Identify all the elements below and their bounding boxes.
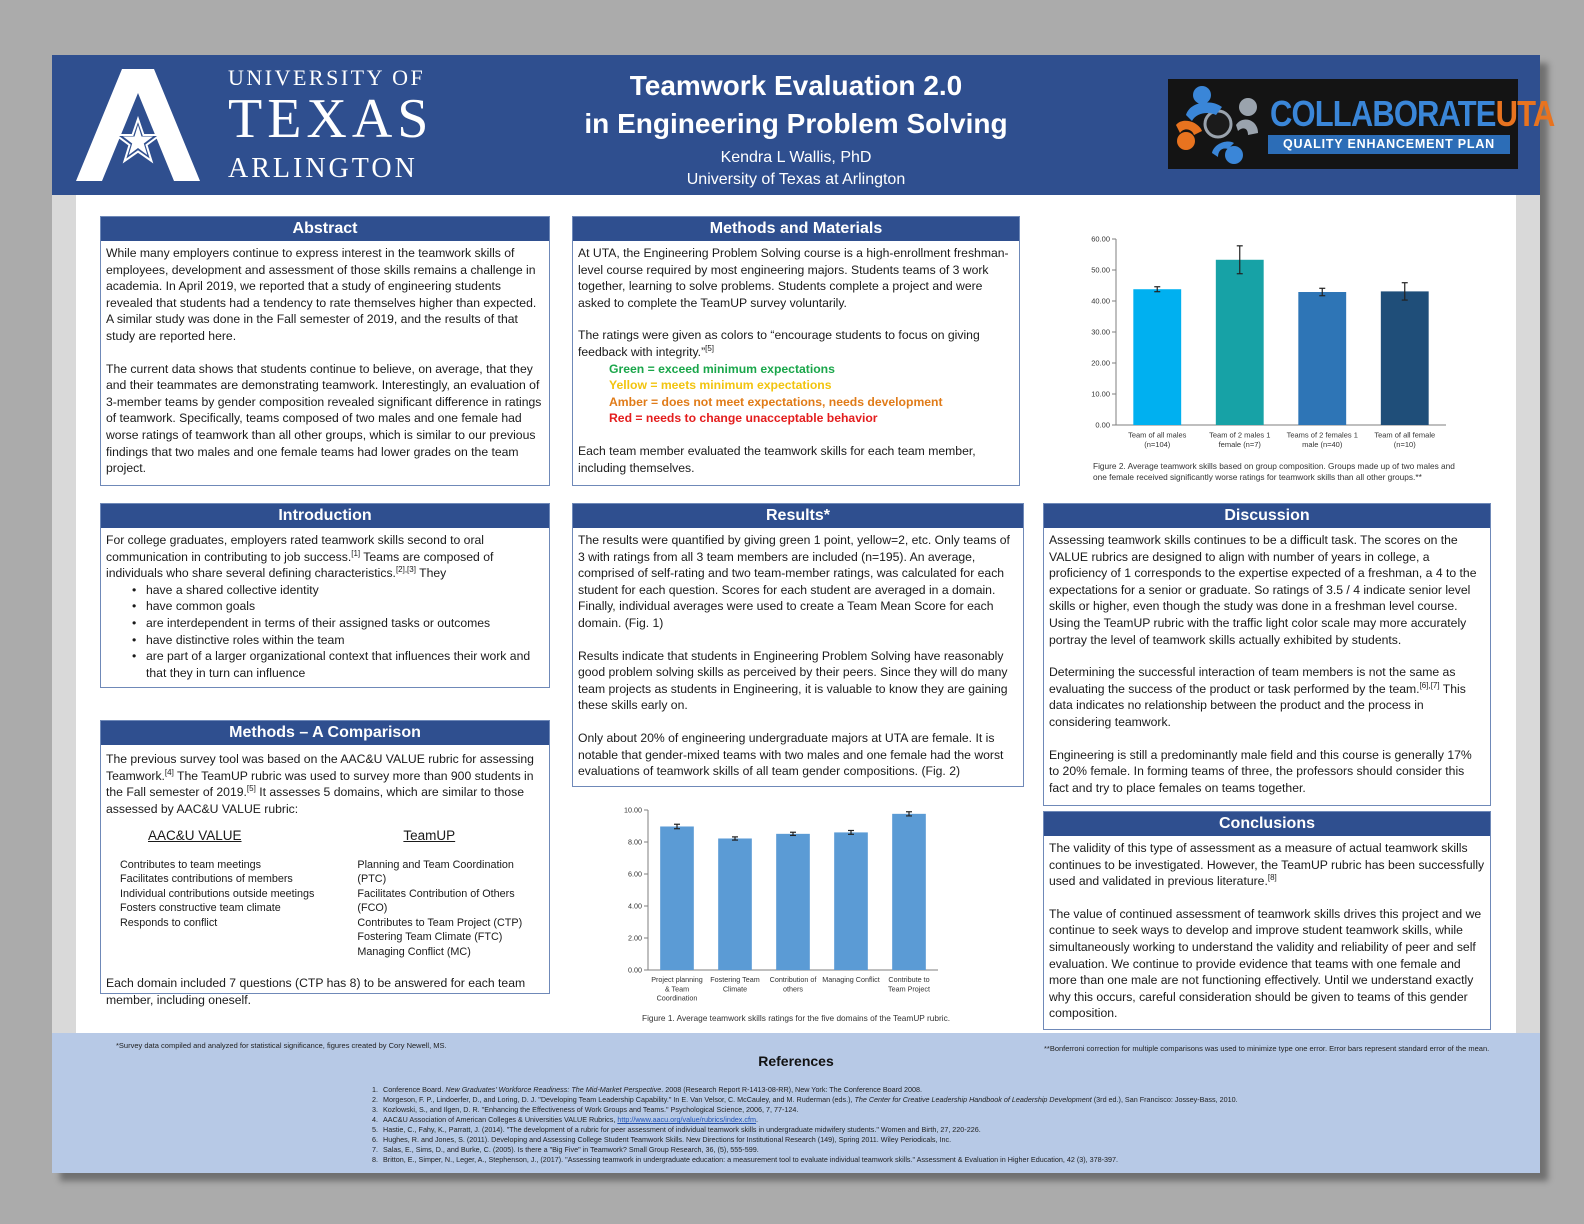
conclusions-heading: Conclusions (1044, 812, 1490, 836)
reference-number: 7. (372, 1145, 378, 1154)
rubric-item: Planning and Team Coordination (PTC) (357, 858, 514, 886)
survey-footnote: *Survey data compiled and analyzed for statistical significance, figures created by Cory Newell, MS. (116, 1041, 447, 1050)
reference-item (372, 1085, 1352, 1095)
reference-number: 2. (372, 1095, 378, 1104)
y-tick-label: 40.00 (1091, 296, 1110, 306)
bar (834, 832, 868, 970)
x-tick-label: & Team (664, 984, 690, 994)
reference-item (372, 1135, 1352, 1145)
x-tick-label: Fostering Team (710, 975, 760, 985)
reference-text: Hughes, R. and Jones, S. (2011). Developing and Assessing College Student Teamwork Skills. New Directions for Institutional Research (149), Spring 2011. Wiley Periodicals, Inc. (383, 1135, 952, 1144)
references-list (372, 1085, 1352, 1165)
bar (892, 814, 926, 970)
collaborate-people-icon (1172, 81, 1264, 167)
reference-number: 5. (372, 1125, 378, 1134)
rubric-item: Responds to conflict (120, 916, 218, 929)
methods-comparison-panel (100, 720, 550, 1007)
y-tick-label: 4.00 (628, 901, 642, 911)
methods-comparison-heading: Methods – A Comparison (101, 721, 549, 745)
reference-number: 4. (372, 1115, 378, 1124)
results-paragraph-2: Results indicate that students in Engineering Problem Solving have reasonably good problem solving skills as perceived by their peers. Since they will do many team projects as students in Engineering, it is valuable to know they are gaining these skills early on. (578, 648, 1008, 713)
reference-item (372, 1095, 1352, 1105)
discussion-panel (1043, 503, 1491, 806)
collaborate-uta-logo (1168, 79, 1555, 169)
rubric-comparison (106, 829, 544, 959)
poster-title-line-2: in Engineering Problem Solving (584, 108, 1008, 139)
reference-link[interactable]: http://www.aacu.org/value/rubrics/index.cfm (617, 1115, 756, 1124)
references-heading: References (758, 1053, 834, 1069)
figure-1-chart (612, 800, 942, 1010)
discussion-text-b: This data indicates no relationship between the product and the process in considering teamwork. (1049, 681, 1466, 729)
methods-materials-panel (572, 216, 1020, 486)
y-tick-label: 8.00 (628, 837, 642, 847)
bar (718, 838, 752, 970)
collaborate-uta-word: UTA (1495, 93, 1555, 134)
poster-title-line-1: Teamwork Evaluation 2.0 (629, 70, 963, 101)
abstract-heading: Abstract (101, 217, 549, 241)
x-tick-label: (n=10) (1393, 440, 1416, 449)
rubric-item: Contributes to Team Project (CTP) (357, 916, 523, 929)
methods-comparison-paragraph (106, 751, 544, 817)
citation: [1] (351, 548, 361, 558)
y-tick-label: 30.00 (1091, 327, 1110, 337)
reference-item (372, 1115, 1352, 1125)
reference-text: Conference Board. New Graduates' Workforce Readiness: The Mid-Market Perspective. 2008 (Research Report R-1413-08-RR), New York: The Conference Board 2008. (383, 1085, 922, 1094)
methods-comparison-paragraph-2: Each domain included 7 questions (CTP has 8) to be answered for each team member, including oneself. (106, 976, 526, 1007)
figure-2-caption (1093, 461, 1493, 483)
conclusions-paragraph-2: The value of continued assessment of teamwork skills drives this project and we continue to seek ways to develop and improve student teamwork skills, while simultaneously working to understand the validity and reliability of peer and self evaluation. We continue to provide evidence that teams with one female and more than one male are not functioning effectively. Until we understand exactly why this occurs, careful consideration should be given to teams of this gender composition. (1049, 906, 1482, 1021)
comparison-text-c: It assesses 5 domains, which are similar to those assessed by AAC&U VALUE rubric: (106, 785, 525, 816)
rubric-item: Fostering Team Climate (FTC) (357, 931, 503, 944)
collaborate-word: COLLABORATE (1270, 93, 1496, 134)
x-tick-label: Contribute to (888, 975, 930, 985)
y-tick-label: 50.00 (1091, 265, 1110, 275)
bar (1298, 292, 1346, 425)
y-tick-label: 10.00 (624, 805, 642, 815)
y-tick-label: 20.00 (1091, 358, 1110, 368)
figure-2-caption-line-1: Figure 2. Average teamwork skills based on group composition. Groups made up of two males and (1093, 461, 1455, 471)
x-tick-label: Coordination (656, 993, 698, 1003)
bar (776, 834, 810, 970)
citation: [5] (705, 343, 715, 353)
discussion-heading: Discussion (1044, 504, 1490, 528)
teamup-title: TeamUP (403, 828, 456, 844)
x-tick-label: Climate (722, 984, 748, 994)
x-tick-label: Team of 2 males 1 (1209, 430, 1271, 440)
x-tick-label: male (n=40) (1302, 440, 1343, 449)
x-tick-label: others (783, 984, 803, 994)
list-item: • are part of a larger organizational context that influences their work and that they in turn can influence (132, 648, 544, 681)
figure-2-chart (1052, 227, 1452, 457)
reference-number: 6. (372, 1135, 378, 1144)
rubric-item: Fosters constructive team climate (120, 902, 281, 915)
rubric-item: Managing Conflict (MC) (357, 945, 471, 958)
reference-item (372, 1125, 1352, 1135)
intro-text-b: Teams are composed of individuals who share several defining characteristics. (106, 549, 494, 581)
bar (1381, 291, 1429, 425)
references-footer (52, 1033, 1540, 1173)
results-paragraph-1: The results were quantified by giving green 1 point, yellow=2, etc. Only teams of 3 with ratings from all 3 team members are included (n=195). An average, comprised of self-rating and two team-member ratings, was calculated for each student for each question. Scores for each student are averaged in a domain. Finally, individual averages were used to create a Team Mean Score for each domain. (Fig. 1) (578, 533, 1010, 630)
conclusions-text-a: The validity of this type of assessment as a measure of actual teamwork skills continues to be investigated. However, the TeamUP rubric has been successfully used and validated in previous literature. (1049, 841, 1485, 889)
university-line-3: ARLINGTON (228, 153, 418, 184)
author-affiliation: University of Texas at Arlington (686, 171, 906, 188)
reference-text: Kozlowski, S., and Ilgen, D. R. "Enhancing the Effectiveness of Work Groups and Teams." Psychological Science, 2006, 7, 77-124. (383, 1105, 799, 1114)
list-item: • have a shared collective identity (132, 582, 544, 599)
figure-2-caption-line-2: one female received significantly worse ratings for teamwork skills than all other groups.** (1093, 472, 1422, 482)
list-item: • have distinctive roles within the team (132, 632, 544, 649)
rubric-item: Contributes to team meetings (120, 858, 262, 871)
list-item: • are interdependent in terms of their assigned tasks or outcomes (132, 615, 544, 632)
x-tick-label: Team Project (888, 984, 930, 994)
collaborate-wordmark (1270, 93, 1554, 135)
uta-a-star-logo (74, 67, 202, 183)
citation: [5] (246, 784, 256, 794)
rubric-item: Facilitates contributions of members (120, 873, 293, 886)
bonferroni-footnote: **Bonferroni correction for multiple comparisons was used to minimize type one error. Error bars represent standard error of the mean. (1044, 1044, 1490, 1053)
university-line-2: TEXAS (228, 88, 434, 150)
results-panel (572, 503, 1024, 787)
x-tick-label: Contribution of (769, 975, 817, 985)
conclusions-panel (1043, 811, 1491, 1030)
qep-banner: QUALITY ENHANCEMENT PLAN (1268, 135, 1510, 154)
rating-red: Red = needs to change unacceptable behavior (609, 411, 878, 426)
x-tick-label: Team of all female (1374, 430, 1436, 440)
x-tick-label: Teams of 2 females 1 (1286, 430, 1358, 440)
rubric-item: Individual contributions outside meetings (120, 887, 315, 900)
reference-text: Salas, E., Sims, D., and Burke, C. (2005). Is there a "Big Five" in Teamwork? Small Group Research, 36, (5), 555-599. (383, 1145, 759, 1154)
abstract-paragraph-2: The current data shows that students continue to believe, on average, that they and their teammates are demonstrating teamwork. Interestingly, an evaluation of 3-member teams by gender composition revealed significant difference in ratings of teamwork. Specifically, teams composed of two males and one female had worse ratings of teamwork than all other groups, which is similar to our previous findings that two males and one female teams had lower grades on the team project. (106, 361, 542, 476)
reference-text: AAC&U Association of American Colleges & Universities VALUE Rubrics, http://www.aacu.org/value/rubrics/index.cfm. (383, 1115, 758, 1124)
rating-amber: Amber = does not meet expectations, needs development (609, 394, 943, 409)
reference-number: 3. (372, 1105, 378, 1114)
results-paragraph-3: Only about 20% of engineering undergraduate majors at UTA are female. It is notable that gender-mixed teams with two males and one female had the worst evaluations of teamwork skills of all team gender compositions. (Fig. 2) (578, 730, 1004, 779)
y-tick-label: 0.00 (1095, 420, 1110, 430)
rating-yellow: Yellow = meets minimum expectations (609, 378, 832, 393)
reference-text: Hastie, C., Fahy, K., Parratt, J. (2014). "The development of a rubric for peer assessment of individual teamwork skills in undergraduate midwifery students." Women and Birth, 27, 220-226. (383, 1125, 981, 1134)
y-tick-label: 10.00 (1091, 389, 1110, 399)
discussion-paragraph-3: Engineering is still a predominantly male field and this course is generally 17% to 20% female. In forming teams of three, the professors should consider this fact and try to place females on teams together. (1049, 747, 1472, 795)
citation: [8] (1267, 873, 1277, 883)
reference-item (372, 1145, 1352, 1155)
poster-header (52, 55, 1555, 195)
team-characteristics-list (106, 582, 544, 682)
author-name: Kendra L Wallis, PhD (720, 149, 872, 166)
university-line-1: UNIVERSITY OF (228, 65, 426, 90)
rating-green: Green = exceed minimum expectations (609, 361, 835, 376)
rubric-item: Facilitates Contribution of Others (FCO) (357, 887, 515, 915)
poster-title-block (522, 67, 1070, 191)
citation: [2],[3] (395, 565, 416, 575)
abstract-panel (100, 216, 550, 486)
reference-number: 1. (372, 1085, 378, 1094)
bar (1133, 289, 1181, 425)
bar (660, 826, 694, 970)
reference-item (372, 1155, 1352, 1165)
x-tick-label: (n=104) (1144, 440, 1171, 449)
comparison-text-b: The TeamUP rubric was used to survey more than 900 students in the Fall semester of 2019. (106, 768, 534, 800)
intro-text-a: For college graduates, employers rated teamwork skills second to oral communication in contributing to job success. (106, 533, 484, 564)
results-heading: Results* (573, 504, 1023, 528)
y-tick-label: 6.00 (628, 869, 642, 879)
list-item: • have common goals (132, 598, 544, 615)
y-tick-label: 60.00 (1091, 234, 1110, 244)
introduction-heading: Introduction (101, 504, 549, 528)
bar (1216, 260, 1264, 425)
poster (52, 55, 1555, 1173)
teamup-column (357, 829, 544, 959)
introduction-paragraph (106, 532, 544, 582)
x-tick-label: Project planning (651, 975, 703, 985)
methods-materials-paragraph-1: At UTA, the Engineering Problem Solving course is a high-enrollment freshman-level course required by most engineering majors. Students teams of 3 work together, learning to solve problems. Students complete a project and were asked to complete the TeamUP survey voluntarily. (578, 246, 1009, 310)
reference-number: 8. (372, 1155, 378, 1164)
introduction-panel (100, 503, 550, 688)
figure-1-caption: Figure 1. Average teamwork skills ratings for the five domains of the TeamUP rubric. (642, 1013, 951, 1023)
comparison-text-a: The previous survey tool was based on the AAC&U VALUE rubric for assessing Teamwork. (106, 752, 534, 783)
x-tick-label: Managing Conflict (822, 975, 880, 985)
ratings-intro-text: The ratings were given as colors to “encourage students to focus on giving feedback with integrity.” (578, 328, 980, 359)
intro-text-c: They (415, 566, 447, 581)
discussion-paragraph-1: Assessing teamwork skills continues to be a difficult task. The scores on the VALUE rubrics are designed to align with number of years in college, a proficiency of 1 corresponds to the expertise expected of a freshman, a 4 to the expectations for a senior or graduate. So ratings of 3.5 / 4 indicate senior level skills or higher, even though the study was done in a freshman level course. Using the TeamUP rubric with the traffic light color scale may more accurately portray the level of teamwork skills actually exhibited by students. (1049, 533, 1477, 647)
y-tick-label: 0.00 (628, 965, 642, 975)
citation: [4] (164, 767, 174, 777)
x-tick-label: female (n=7) (1218, 440, 1261, 449)
y-tick-label: 2.00 (628, 933, 642, 943)
reference-text: Britton, E., Simper, N., Leger, A., Stephenson, J., (2017). "Assessing teamwork in undergraduate education: a measurement tool to evaluate individual teamwork skills." Assessment & Evaluation in Higher Education, 42 (3), 378-397. (383, 1155, 1119, 1164)
methods-materials-paragraph-2 (578, 327, 1014, 360)
x-tick-label: Team of all males (1128, 430, 1187, 440)
discussion-text-a: Determining the successful interaction of team members is not the same as evaluating the success of the product or task performed by the team. (1049, 665, 1456, 696)
aacu-value-title: AAC&U VALUE (148, 828, 242, 844)
reference-text: Morgeson, F. P., Lindoerfer, D., and Loring, D. J. "Developing Team Leadership Capability." In E. Van Velsor, C. McCauley, and M. Ruderman (eds.), The Center for Creative Leadership Handbook of Leadership Development (3rd ed.), San Francisco: Jossey-Bass, 2010. (383, 1095, 1238, 1104)
abstract-paragraph-1: While many employers continue to express interest in the teamwork skills of employees, development and assessment of those skills remains a challenge in academia. In April 2019, we reported that a study of engineering students revealed that students had a tendency to rate themselves higher than expected. A similar study was done in the Fall semester of 2019, and the results of that study are reported here. (106, 246, 537, 343)
methods-materials-heading: Methods and Materials (573, 217, 1019, 241)
citation: [6],[7] (1419, 680, 1440, 690)
aacu-value-column (120, 829, 323, 959)
conclusions-paragraph-1 (1049, 840, 1485, 890)
methods-materials-paragraph-3: Each team member evaluated the teamwork skills for each team member, including themselves. (578, 443, 976, 475)
reference-item (372, 1105, 1352, 1115)
discussion-paragraph-2 (1049, 664, 1485, 730)
